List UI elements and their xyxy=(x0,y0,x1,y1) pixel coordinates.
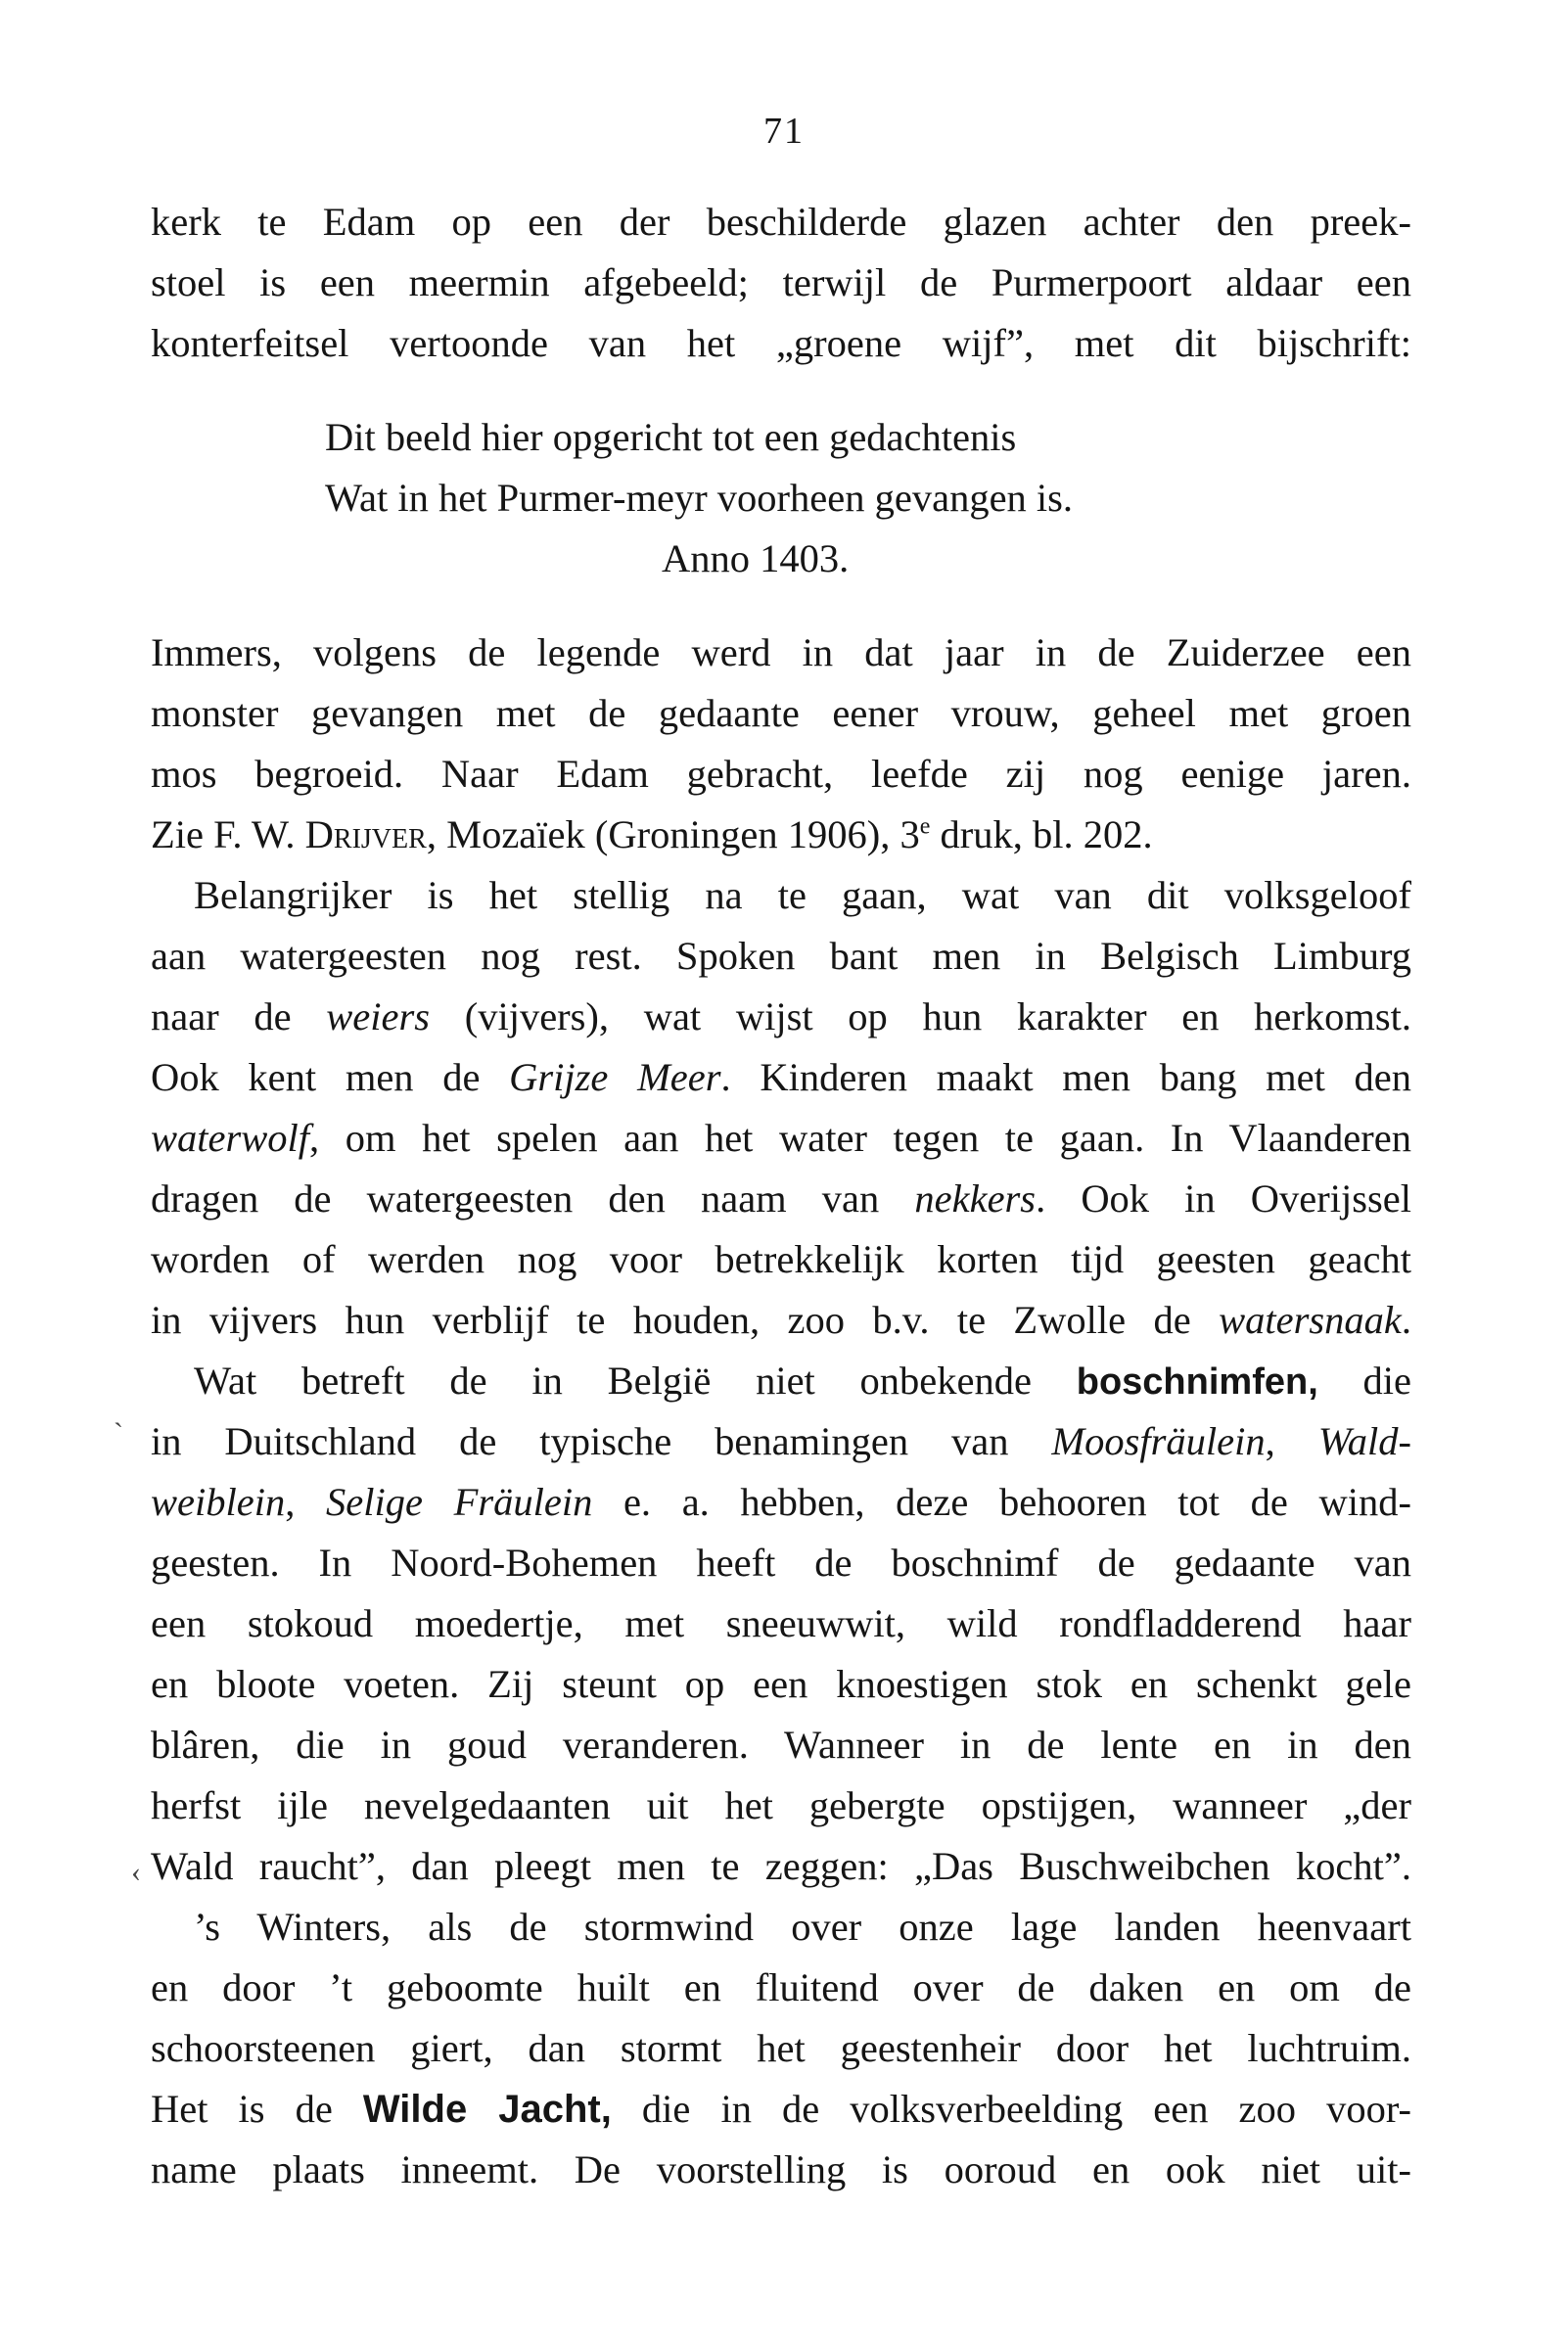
page-number: 71 xyxy=(763,111,805,152)
text-run: Ook kent men de xyxy=(151,1055,510,1099)
reference-superscript: e xyxy=(919,813,931,840)
italic-term: nekkers xyxy=(914,1176,1037,1221)
italic-term: Selige Fräulein xyxy=(326,1480,593,1524)
paragraph-line xyxy=(151,2079,1411,2140)
text-run: naar de xyxy=(151,994,327,1038)
text-run: Wat betreft de in België niet onbekende xyxy=(194,1359,1077,1403)
paragraph-line: blâren, die in goud veranderen. Wanneer in de lente en in den xyxy=(151,1723,1411,1767)
text-run: . xyxy=(1401,1298,1411,1342)
paragraph-line: een stokoud moedertje, met sneeuwwit, wild rondfladderend haar xyxy=(151,1601,1411,1645)
margin-mark: ‹ xyxy=(131,1856,141,1888)
text-run: Het is de xyxy=(151,2087,363,2131)
paragraph-line: aan watergeesten nog rest. Spoken bant men in Belgisch Limburg xyxy=(151,934,1411,978)
paragraph-line: worden of werden nog voor betrekkelijk korten tijd geesten geacht xyxy=(151,1237,1411,1281)
paragraph-line xyxy=(151,987,1411,1047)
paragraph-line: stoel is een meermin afgebeeld; terwijl de Purmerpoort aldaar een xyxy=(151,260,1411,304)
bold-term: boschnimfen, xyxy=(1076,1361,1318,1403)
paragraph-line: name plaats inneemt. De voorstelling is ooroud en ook niet uit- xyxy=(151,2147,1411,2191)
text-run: e. a. hebben, deze behooren tot de wind- xyxy=(592,1480,1412,1524)
italic-term: weiers xyxy=(326,994,431,1038)
paragraph-line: en bloote voeten. Zij steunt op een knoestigen stok en schenkt gele xyxy=(151,1662,1411,1706)
paragraph-line: geesten. In Noord-Bohemen heeft de boschnimf de gedaante van xyxy=(151,1541,1411,1585)
reference-prefix: Zie F. W. xyxy=(151,812,305,856)
bold-term: Wilde Jacht, xyxy=(362,2088,612,2131)
text-run: in vijvers hun verblijf te houden, zoo b.v. te Zwolle de xyxy=(151,1298,1220,1342)
paragraph-line xyxy=(151,1290,1411,1351)
paragraph-line xyxy=(151,1472,1411,1533)
paragraph-line: en door ’t geboomte huilt en fluitend over de daken en om de xyxy=(151,1965,1411,2009)
text-run: . Kinderen maakt men bang met den xyxy=(720,1055,1411,1099)
verse-anno: Anno 1403. xyxy=(662,536,850,580)
paragraph-line: Belangrijker is het stellig na te gaan, wat van dit volksgeloof xyxy=(194,873,1411,917)
reference-author: Drijver xyxy=(304,812,427,856)
text-run: , om het spelen aan het water tegen te gaan. In Vlaanderen xyxy=(309,1116,1411,1160)
text-run: (vijvers), wat wijst op hun karakter en herkomst. xyxy=(430,994,1411,1038)
verse-line: Dit beeld hier opgericht tot een gedachtenis xyxy=(325,415,1017,459)
text-run: dragen de watergeesten den naam van xyxy=(151,1176,915,1221)
paragraph-line xyxy=(151,1411,1411,1472)
paragraph-line xyxy=(151,1169,1411,1229)
text-run: , xyxy=(285,1480,326,1524)
paragraph-line: Wald raucht”, dan pleegt men te zeggen: „Das Buschweibchen kocht”. xyxy=(151,1844,1411,1888)
paragraph-line: kerk te Edam op een der beschilderde glazen achter den preek- xyxy=(151,200,1411,244)
text-run: , xyxy=(1265,1419,1318,1463)
reference-suffix: druk, bl. 202. xyxy=(930,812,1153,856)
paragraph-line: ’s Winters, als de stormwind over onze lage landen heenvaart xyxy=(194,1905,1411,1949)
italic-term: Grijze Meer xyxy=(509,1055,721,1099)
reference-line xyxy=(151,805,1402,865)
paragraph-line: schoorsteenen giert, dan stormt het geestenheir door het luchtruim. xyxy=(151,2026,1411,2070)
paragraph-line: Immers, volgens de legende werd in dat jaar in de Zuiderzee een xyxy=(151,630,1411,674)
verse-line: Wat in het Purmer-meyr voorheen gevangen is. xyxy=(325,476,1074,520)
italic-term: watersnaak xyxy=(1219,1298,1402,1342)
margin-mark: ˋ xyxy=(114,1417,123,1450)
italic-term: Wald- xyxy=(1317,1419,1411,1463)
italic-term: weiblein xyxy=(151,1480,286,1524)
paragraph-line: mos begroeid. Naar Edam gebracht, leefde zij nog eenige jaren. xyxy=(151,752,1411,796)
paragraph-line xyxy=(151,1047,1411,1108)
paragraph-line: konterfeitsel vertoonde van het „groene wijf”, met dit bijschrift: xyxy=(151,321,1411,365)
paragraph-line: herfst ijle nevelgedaanten uit het gebergte opstijgen, wanneer „der xyxy=(151,1783,1411,1827)
text-run: in Duitschland de typische benamingen van xyxy=(151,1419,1052,1463)
text-run: die in de volksverbeelding een zoo voor- xyxy=(611,2087,1411,2131)
text-run: . Ook in Overijssel xyxy=(1036,1176,1412,1221)
paragraph-line xyxy=(151,1108,1411,1169)
reference-middle: , Mozaïek (Groningen 1906), 3 xyxy=(426,812,920,856)
paragraph-line xyxy=(194,1351,1411,1411)
italic-term: Moosfräulein xyxy=(1051,1419,1266,1463)
italic-term: waterwolf xyxy=(151,1116,310,1160)
paragraph-line: monster gevangen met de gedaante eener vrouw, geheel met groen xyxy=(151,691,1411,735)
text-run: die xyxy=(1317,1359,1411,1403)
